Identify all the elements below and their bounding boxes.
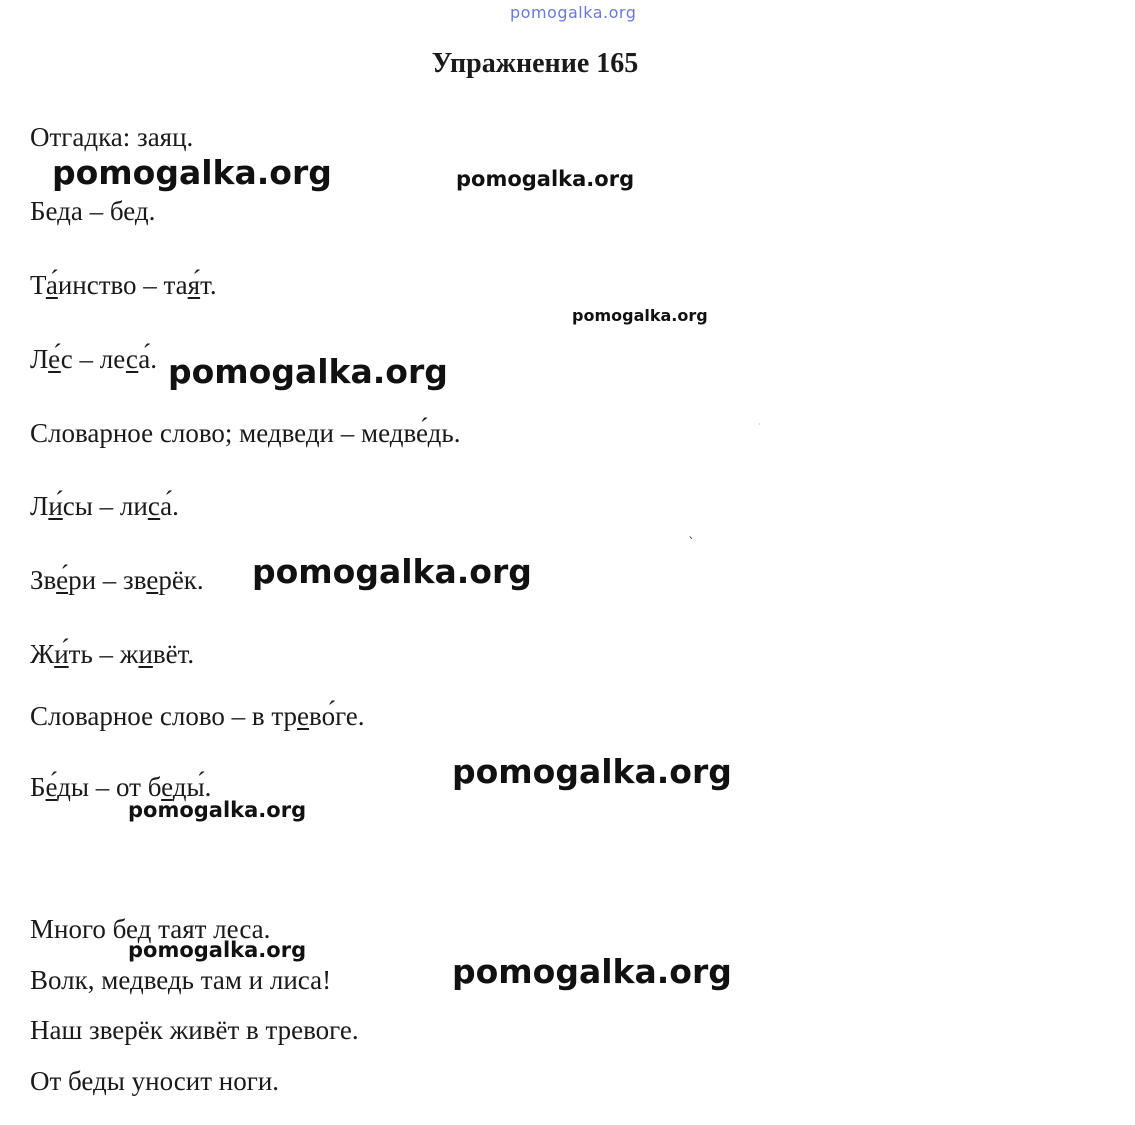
poem-line: Много бед таят леса.: [30, 914, 271, 944]
poem-line: Наш зверёк живёт в тревоге.: [30, 1015, 359, 1045]
watermark-text: pomogalka.org: [456, 167, 635, 191]
watermark-text: pomogalka.org: [168, 352, 448, 391]
word-pair-line: Словарное слово; медведи – медве́дь.: [30, 418, 461, 448]
word-pair-line: Беда – бед.: [30, 196, 156, 226]
poem-line: Волк, медведь там и лиса!: [30, 965, 332, 995]
watermark-text: pomogalka.org: [452, 752, 732, 791]
site-watermark-top: pomogalka.org: [510, 3, 637, 22]
watermark-text: pomogalka.org: [52, 153, 332, 192]
watermark-text: pomogalka.org: [452, 952, 732, 991]
exercise-title: Упражнение 165: [431, 48, 639, 79]
watermark-text: pomogalka.org: [252, 552, 532, 591]
word-pair-line: Словарное слово – в трево́ге.: [30, 701, 365, 731]
answer-line: Отгадка: заяц.: [30, 122, 194, 152]
scan-speck: `: [688, 536, 695, 552]
word-pair-line: Жи́ть – живёт.: [30, 639, 195, 669]
poem-line: От беды уносит ноги.: [30, 1066, 280, 1096]
word-pair-line: Ле́с – леса́.: [30, 344, 157, 374]
watermark-text: pomogalka.org: [572, 306, 708, 325]
scan-speck: ·: [758, 420, 761, 429]
watermark-text: pomogalka.org: [128, 798, 307, 822]
word-pair-line: Та́инство – тая́т.: [30, 270, 217, 300]
watermark-text: pomogalka.org: [128, 938, 307, 962]
word-pair-line: Ли́сы – лиса́.: [30, 491, 179, 521]
word-pair-line: Зве́ри – зверёк.: [30, 565, 204, 595]
word-pair-line: Бе́ды – от беды́.: [30, 772, 212, 802]
